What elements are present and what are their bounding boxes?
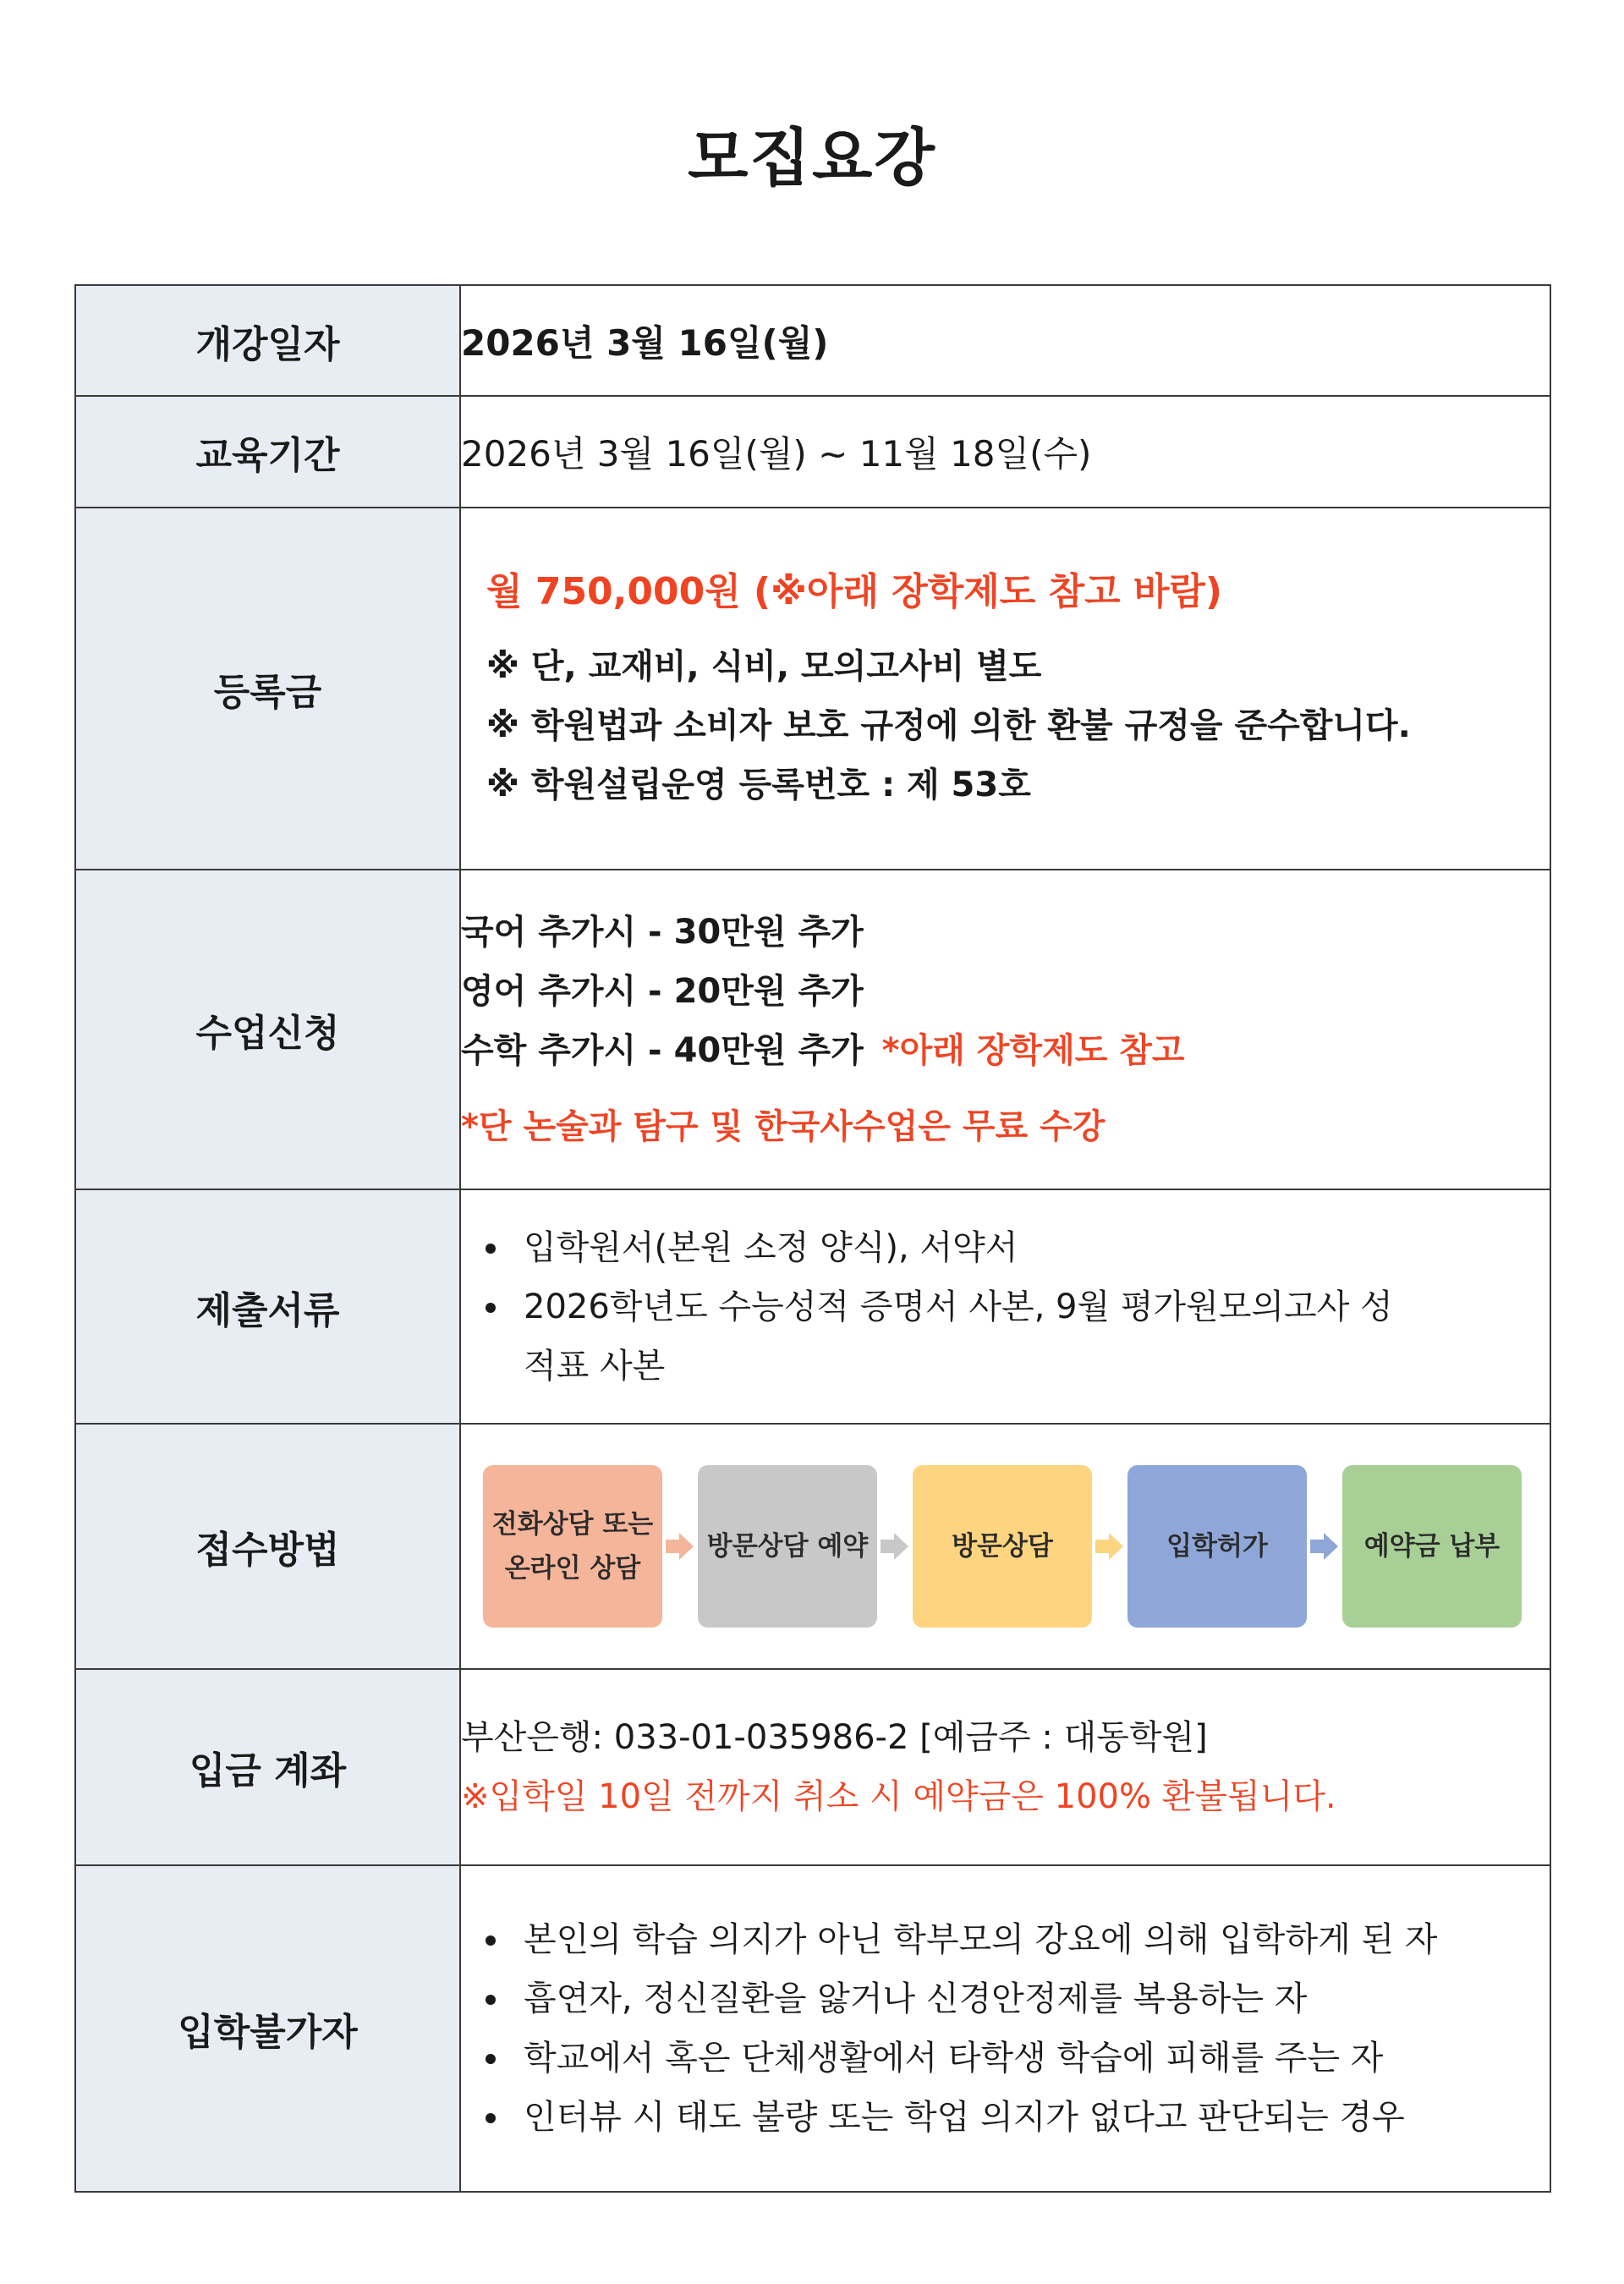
step-visit-consult: 방문상담 [913,1465,1092,1628]
label-education-period: 교육기간 [75,396,460,508]
ineligible-list [461,1910,1550,2147]
step-visit-reservation: 방문상담 예약 [698,1465,877,1628]
arrow-right-icon [1307,1529,1342,1563]
bank-account: 부산은행: 033-01-035986-2 [예금주 : 대동학원] [461,1718,1208,1757]
row-opening-date [75,285,1550,396]
education-period-value: 2026년 3월 16일(월) ~ 11월 18일(수) [461,433,1092,475]
step-admission-approval: 입학허가 [1127,1465,1307,1628]
label-application-process: 접수방법 [75,1424,460,1669]
admission-info-table [74,284,1551,2193]
list-item: • 흡연자, 정신질환을 앓거나 신경안정제를 복용하는 자 [512,1969,1550,2029]
arrow-right-icon [1092,1529,1127,1563]
row-documents [75,1189,1550,1424]
row-application-process [75,1424,1550,1669]
arrow-right-icon [877,1529,913,1563]
korean-fee: 국어 추가시 - 30만원 추가 [461,913,864,952]
step-deposit-payment: 예약금 납부 [1342,1465,1522,1628]
free-class-note: *단 논술과 탐구 및 한국사수업은 무료 수강 [461,1107,1106,1146]
tuition-note: ※ 단, 교재비, 식비, 모의고사비 별도 [486,647,1042,686]
arrow-right-icon [662,1529,698,1563]
row-tuition [75,508,1550,870]
list-item: • 본인의 학습 의지가 아닌 학부모의 강요에 의해 입학하게 된 자 [512,1910,1550,1969]
refund-notice: ※입학일 10일 전까지 취소 시 예약금은 100% 환불됩니다. [461,1777,1336,1816]
english-fee: 영어 추가시 - 20만원 추가 [461,972,864,1011]
row-bank-account [75,1669,1550,1865]
label-class-application: 수업신청 [75,870,460,1189]
process-steps [483,1465,1550,1628]
page-title: 모집요강 [688,122,936,195]
list-item: • 인터뷰 시 태도 불량 또는 학업 의지가 없다고 판단되는 경우 [512,2088,1550,2147]
row-class-application [75,870,1550,1189]
label-opening-date: 개강일자 [75,285,460,396]
tuition-fee: 월 750,000원 (※아래 장학제도 참고 바람) [486,570,1223,613]
label-ineligible: 입학불가자 [75,1865,460,2192]
tuition-note: ※ 학원설립운영 등록번호 : 제 53호 [486,766,1031,804]
step-phone-online-consult: 전화상담 또는 온라인 상담 [483,1465,662,1628]
list-item: • 학교에서 혹은 단체생활에서 타학생 학습에 피해를 주는 자 [512,2029,1550,2088]
documents-list [461,1218,1423,1396]
math-fee: 수학 추가시 - 40만원 추가 [461,1031,864,1070]
label-documents: 제출서류 [75,1189,460,1424]
label-bank-account: 입금 계좌 [75,1669,460,1865]
row-ineligible [75,1865,1550,2192]
label-tuition: 등록금 [75,508,460,870]
tuition-note: ※ 학원법과 소비자 보호 규정에 의한 환불 규정을 준수합니다. [486,706,1411,745]
list-item: • 2026학년도 수능성적 증명서 사본, 9월 평가원모의고사 성적표 사본 [512,1277,1423,1396]
row-education-period [75,396,1550,508]
opening-date-value: 2026년 3월 16일(월) [461,321,829,364]
math-note: *아래 장학제도 참고 [881,1031,1185,1070]
list-item: • 입학원서(본원 소정 양식), 서약서 [512,1218,1423,1277]
